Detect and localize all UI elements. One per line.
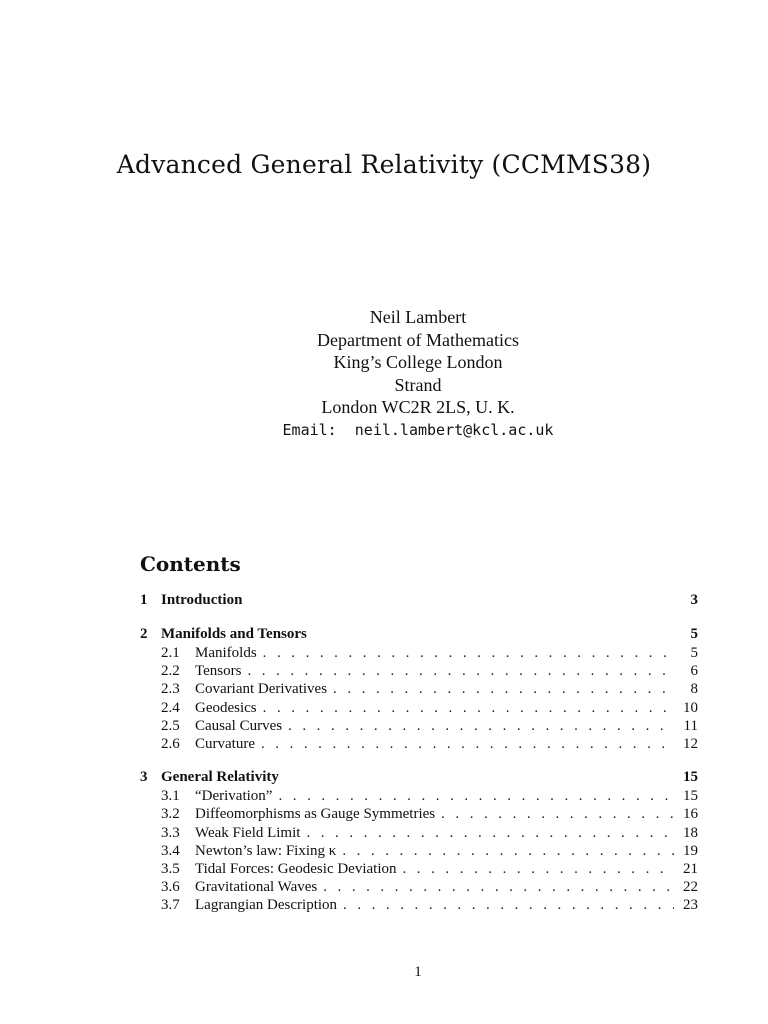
toc-subsection-page: 5: [690, 645, 698, 661]
toc-leader-dots: [403, 860, 675, 878]
toc-subsection-number: 3.2: [161, 806, 180, 823]
contents-heading: Contents: [140, 552, 241, 576]
toc-entry-subsection[interactable]: [140, 680, 698, 698]
toc-entry-subsection[interactable]: [140, 860, 698, 878]
toc-section: [140, 624, 698, 753]
toc-subsection-number: 3.3: [161, 824, 180, 841]
page-number: 1: [414, 964, 422, 980]
toc-entry-subsection[interactable]: [140, 662, 698, 680]
toc-section-title: Manifolds and Tensors: [161, 626, 307, 642]
toc-subsection-number: 2.4: [161, 699, 180, 716]
toc-entry-subsection[interactable]: [140, 787, 698, 805]
toc-subsection-number: 3.7: [161, 897, 180, 914]
toc-subsection-page: 8: [690, 681, 698, 698]
toc-leader-dots: [441, 805, 674, 823]
toc-leader-dots: [333, 680, 674, 698]
author-institution: King’s College London: [333, 352, 503, 372]
toc-subsection-page: 12: [683, 735, 698, 752]
author-name: Neil Lambert: [369, 307, 467, 327]
table-of-contents: [140, 590, 698, 928]
toc-subsection-number: 3.5: [161, 860, 180, 877]
toc-entry-subsection[interactable]: [140, 644, 698, 662]
toc-entry-section[interactable]: [140, 767, 698, 787]
toc-subsection-page: 16: [683, 806, 698, 823]
toc-entry-subsection[interactable]: [140, 878, 698, 896]
toc-section: [140, 767, 698, 914]
author-city: London WC2R 2LS, U. K.: [321, 397, 515, 417]
toc-section-page: 15: [683, 769, 698, 786]
toc-subsection-number: 2.5: [161, 717, 180, 734]
author-street: Strand: [394, 374, 442, 395]
toc-entry-subsection[interactable]: [140, 896, 698, 914]
toc-leader-dots: [343, 896, 674, 914]
toc-subsection-title: Weak Field Limit: [195, 824, 301, 841]
toc-subsection-number: 3.4: [161, 842, 180, 859]
author-block: [0, 306, 768, 441]
toc-subsection-page: 11: [683, 717, 698, 734]
toc-leader-dots: [261, 735, 674, 753]
toc-subsection-title: Lagrangian Description: [195, 897, 338, 914]
toc-subsection-number: 3.6: [161, 879, 180, 896]
toc-subsection-number: 2.1: [161, 645, 180, 661]
toc-subsection-page: 15: [683, 788, 698, 805]
author-department: Department of Mathematics: [317, 329, 519, 350]
toc-entry-subsection[interactable]: [140, 824, 698, 842]
toc-section-page: 5: [690, 626, 698, 642]
toc-subsection-title: Geodesics: [195, 699, 257, 716]
toc-subsection-page: 6: [690, 663, 698, 680]
toc-subsection-title: “Derivation”: [195, 788, 273, 805]
toc-subsection-number: 2.2: [161, 663, 180, 680]
email-label: Email:: [282, 420, 337, 439]
toc-subsection-title: Manifolds: [195, 645, 257, 661]
toc-subsection-title: Covariant Derivatives: [195, 681, 328, 698]
toc-entry-section[interactable]: [140, 624, 698, 644]
toc-leader-dots: [278, 787, 674, 805]
toc-leader-dots: [263, 644, 674, 662]
toc-entry-subsection[interactable]: [140, 735, 698, 753]
toc-leader-dots: [288, 717, 674, 735]
toc-subsection-title: Curvature: [195, 735, 255, 752]
toc-entry-subsection[interactable]: [140, 717, 698, 735]
toc-leader-dots: [323, 878, 674, 896]
email-address: neil.lambert@kcl.ac.uk: [354, 420, 554, 439]
toc-subsection-page: 18: [683, 824, 698, 841]
toc-leader-dots: [306, 824, 674, 842]
toc-section-number: 2: [140, 626, 148, 642]
toc-entry-section[interactable]: [140, 590, 698, 610]
author-email-line: [0, 419, 768, 442]
toc-section-page: 3: [690, 592, 698, 608]
toc-subsection-title: Gravitational Waves: [195, 879, 318, 896]
toc-section-number: 3: [140, 769, 148, 786]
toc-entry-subsection[interactable]: [140, 699, 698, 717]
toc-subsection-title: Newton’s law: Fixing κ: [195, 842, 337, 859]
toc-section-title: General Relativity: [161, 769, 279, 786]
toc-entry-subsection[interactable]: [140, 805, 698, 823]
toc-subsection-number: 2.6: [161, 735, 180, 752]
toc-section: [140, 590, 698, 610]
toc-subsection-page: 19: [683, 842, 698, 859]
toc-subsection-page: 22: [683, 879, 698, 896]
toc-subsection-title: Tensors: [195, 663, 242, 680]
toc-entry-subsection[interactable]: [140, 842, 698, 860]
toc-leader-dots: [247, 662, 674, 680]
toc-subsection-title: Diffeomorphisms as Gauge Symmetries: [195, 806, 436, 823]
toc-section-number: 1: [140, 592, 148, 608]
toc-subsection-number: 3.1: [161, 788, 180, 805]
toc-subsection-page: 23: [683, 897, 698, 914]
toc-subsection-number: 2.3: [161, 681, 180, 698]
toc-subsection-title: Causal Curves: [195, 717, 283, 734]
toc-leader-dots: [342, 842, 674, 860]
toc-subsection-page: 10: [683, 699, 698, 716]
toc-leader-dots: [263, 699, 674, 717]
toc-subsection-page: 21: [683, 860, 698, 877]
document-title: Advanced General Relativity (CCMMS38): [116, 150, 652, 179]
toc-section-title: Introduction: [161, 592, 243, 608]
toc-subsection-title: Tidal Forces: Geodesic Deviation: [195, 860, 397, 877]
